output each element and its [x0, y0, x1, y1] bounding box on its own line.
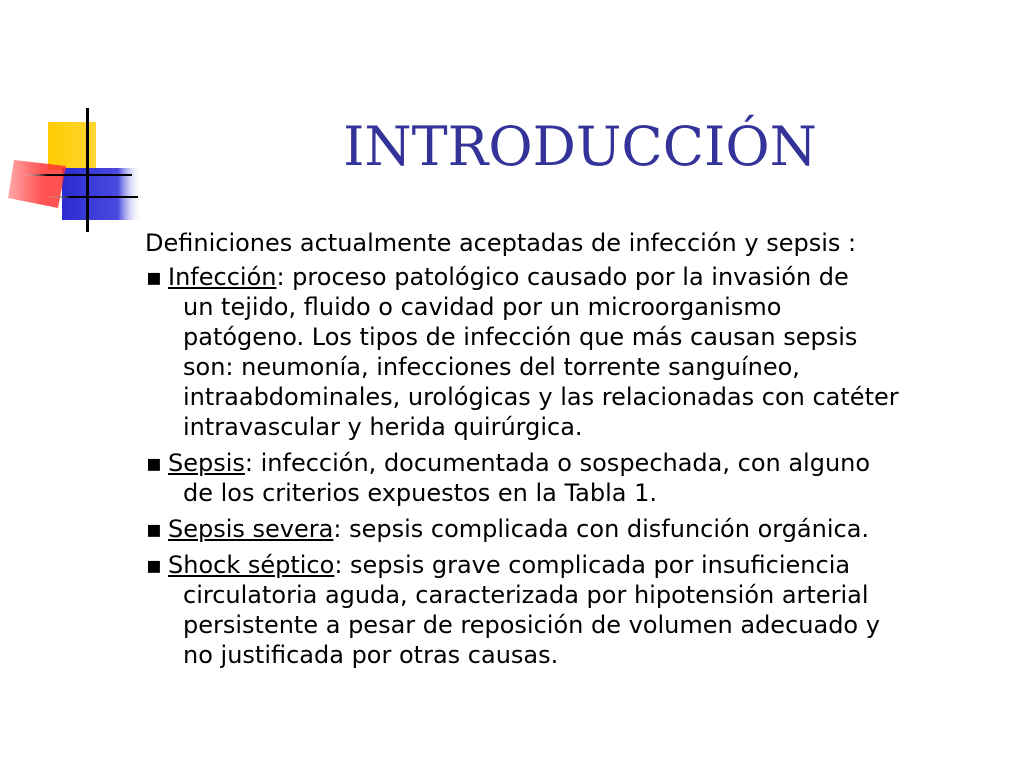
definition-text: : sepsis grave complicada por insuficiencia — [334, 551, 851, 579]
horizontal-rule-icon — [48, 196, 138, 198]
definition-text: : infección, documentada o sospechada, con alguno — [244, 449, 871, 477]
definition-text: : proceso patológico causado por la invasión de — [276, 263, 849, 291]
definition-term: Shock séptico — [168, 551, 335, 579]
horizontal-rule-icon — [20, 174, 132, 176]
definition-line: persistente a pesar de reposición de volumen adecuado y — [183, 611, 880, 639]
definition-line — [168, 514, 1015, 544]
definition-term: Sepsis — [168, 449, 245, 477]
definition-line: de los criterios expuestos en la Tabla 1. — [183, 479, 657, 507]
definition-line: un tejido, fluido o cavidad por un microorganismo — [183, 293, 782, 321]
definition-term: Sepsis severa — [168, 515, 334, 543]
vertical-rule-icon — [86, 108, 89, 232]
intro-text: Definiciones actualmente aceptadas de infección y sepsis : — [145, 229, 857, 257]
definition-line — [168, 550, 1015, 580]
bullet-icon: ▪ — [145, 515, 163, 543]
definition-item — [145, 262, 1015, 442]
decorative-squares-logo — [0, 0, 150, 240]
definition-item — [145, 550, 1015, 670]
definition-line: patógeno. Los tipos de infección que más causan sepsis — [183, 323, 858, 351]
definition-line: circulatoria aguda, caracterizada por hipotensión arterial — [183, 581, 869, 609]
definition-line: no justificada por otras causas. — [183, 641, 559, 669]
bullet-icon: ▪ — [145, 263, 163, 291]
definition-line: intraabdominales, urológicas y las relacionadas con catéter — [183, 383, 899, 411]
definition-line: intravascular y herida quirúrgica. — [183, 413, 583, 441]
definition-term: Infección — [168, 263, 277, 291]
bullet-icon: ▪ — [145, 551, 163, 579]
red-square-icon — [8, 160, 66, 208]
definition-line — [168, 262, 1015, 292]
definition-item — [145, 448, 1015, 508]
slide-title: INTRODUCCIÓN — [343, 115, 817, 178]
slide-body — [145, 228, 1015, 676]
definition-line — [168, 448, 1015, 478]
bullet-icon: ▪ — [145, 449, 163, 477]
definition-text: : sepsis complicada con disfunción orgánica. — [333, 515, 870, 543]
definition-line: son: neumonía, infecciones del torrente sanguíneo, — [183, 353, 800, 381]
definition-item — [145, 514, 1015, 544]
